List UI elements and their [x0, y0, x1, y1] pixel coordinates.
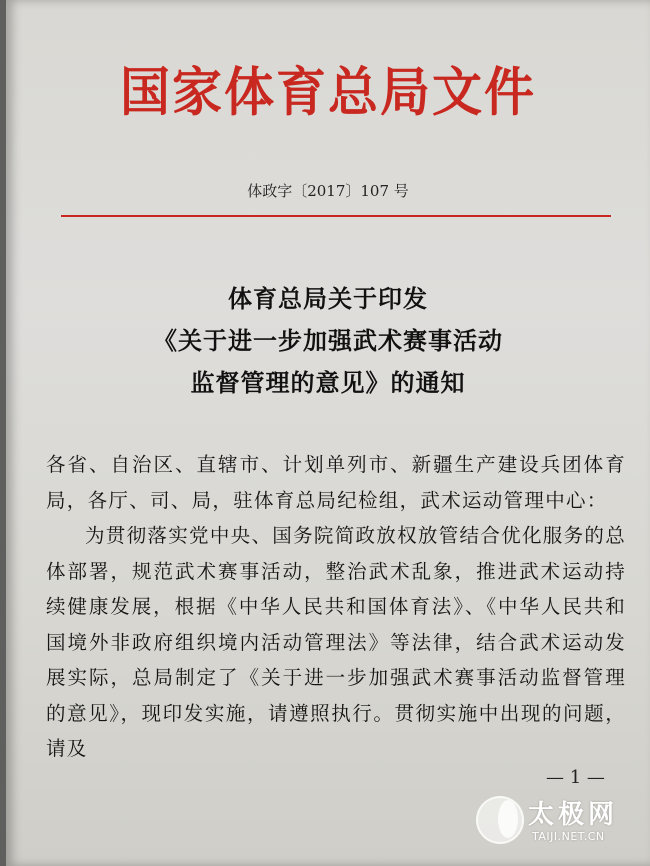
- watermark-name: 太极网: [528, 800, 619, 830]
- notice-title-line: 监督管理的意见》的通知: [190, 369, 466, 397]
- notice-title-line: 《关于进一步加强武术赛事活动: [153, 327, 503, 355]
- document-page: [6, 0, 650, 866]
- document-body: [46, 447, 626, 767]
- red-divider-line: [61, 215, 611, 217]
- watermark: [476, 792, 646, 852]
- document-number: 体政字〔2017〕107 号: [247, 182, 409, 200]
- body-paragraph: 为贯彻落实党中央、国务院简政放权放管结合优化服务的总体部署，规范武术赛事活动，整治武术乱象，推进武术运动持续健康发展，根据《中华人民共和国体育法》、《中华人民共和国境外非政府组织境内活动管理法》等法律，结合武术运动发展实际，总局制定了《关于进一步加强武术赛事活动监督管理的意见》，现印发实施，请遵照执行。贯彻实施中出现的问题，请及: [46, 524, 626, 760]
- notice-title: [6, 278, 650, 404]
- watermark-url: TAIJI.NET.CN: [532, 830, 605, 843]
- taiji-logo-icon: [476, 796, 524, 844]
- document-header-title: 国家体育总局文件: [120, 61, 536, 123]
- addressee: 各省、自治区、直辖市、计划单列市、新疆生产建设兵团体育局，各厅、司、局，驻体育总局纪检组，武术运动管理中心：: [46, 453, 626, 512]
- page-number: — 1 —: [546, 767, 605, 788]
- notice-title-line: 体育总局关于印发: [228, 285, 428, 313]
